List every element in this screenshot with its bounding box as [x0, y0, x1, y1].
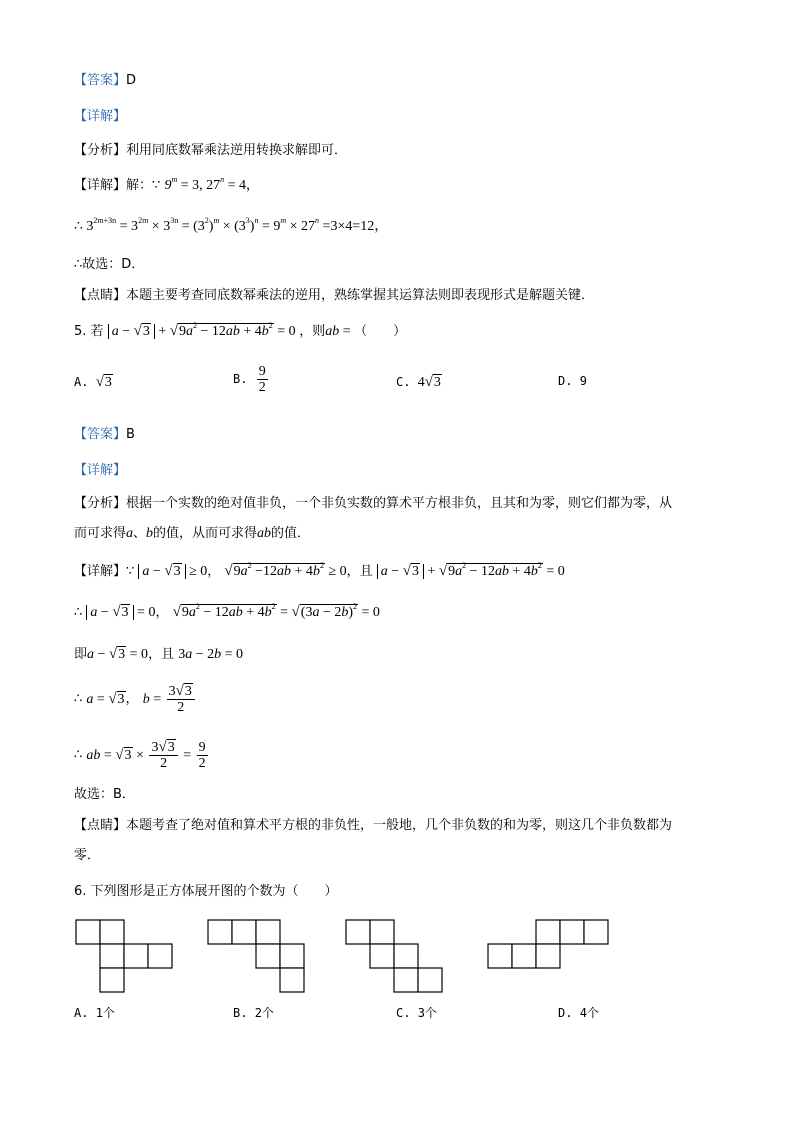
q5-detail-line4: ∴ a = √3， b = $\frac{3√3}{2}$: [74, 684, 197, 715]
comment-tag: 【点睛】: [74, 818, 127, 833]
option-value: 3个: [417, 1006, 437, 1020]
option-label: C.: [396, 1006, 411, 1020]
q5-equation: $a - √3 + √9a^2 - 12ab + 4b^2 = 0$: [108, 324, 300, 339]
answer-tag: 【答案】: [74, 427, 127, 442]
q5-choose: 故选：B．: [74, 787, 135, 802]
answer-value: B: [126, 427, 135, 442]
analysis-text: 利用同底数幂乘法逆用转换求解即可．: [126, 143, 348, 158]
q6-question: 6. 下列图形是正方体展开图的个数为（ ）: [74, 884, 338, 899]
q5-option-a[interactable]: [74, 374, 113, 391]
option-label: B.: [233, 372, 248, 386]
analysis-text: 的值，从而可求得: [153, 526, 258, 541]
option-label: A.: [74, 1006, 89, 1020]
q6-option-a[interactable]: [74, 1004, 115, 1021]
comment-tag: 【点睛】: [74, 288, 127, 303]
q4-comment: [74, 287, 594, 305]
q5-option-d[interactable]: [558, 374, 587, 388]
q4-analysis: [74, 142, 347, 160]
option-value: 1个: [95, 1006, 115, 1020]
option-value: √3: [95, 374, 112, 390]
option-value: 2个: [254, 1006, 274, 1020]
option-value: 4√3: [417, 374, 441, 390]
q4-detail-heading: 【详解】: [74, 109, 127, 124]
cube-net-figure-c: [346, 920, 444, 994]
option-label: C.: [396, 375, 411, 389]
q4-answer-line: [74, 72, 136, 90]
q4-calculation: ∴ $3^{2m+3n} = 3^{2m} \times 3^{3n} = (3^2)^m \times (3^3)^n = 9^m \times 27^n =3\times 4=12$，: [74, 216, 389, 234]
option-label: B.: [233, 1006, 248, 1020]
q5-ab: ab: [325, 324, 340, 339]
comment-text: 本题主要考查同底数幂乘法的逆用，熟练掌握其运算法则即表现形式是解题关键．: [126, 288, 595, 303]
analysis-tag: 【分析】: [74, 496, 127, 511]
q5-number: 5. 若: [74, 324, 104, 339]
q5-detail-line2: ∴ a − √3 = 0， $√9a^2 - 12ab + 4b^2 = √(3a - 2b)^2 = 0$: [74, 602, 380, 620]
q4-detail: 【详解】解：∵ $9^m = 3$, $27^n = 4$，: [74, 175, 260, 193]
q5-detail-line5: ∴ ab = √3 × $\frac{3√3}{2}$ = $\frac{9}{2}$: [74, 739, 206, 771]
answer-value: D: [126, 73, 137, 88]
detail-tag: 【详解】: [74, 564, 127, 579]
q5-tail: ，则: [299, 324, 326, 339]
q6-option-c[interactable]: [396, 1004, 437, 1021]
q5-comment-line2: 零．: [74, 848, 101, 863]
analysis-text: 而可求得: [74, 526, 127, 541]
option-value: 4个: [579, 1006, 599, 1020]
q5-detail-line3: 即a − √3 = 0，且 3a − 2b = 0: [74, 646, 244, 662]
q5-analysis-line1: [74, 495, 672, 513]
analysis-tag: 【分析】: [74, 143, 127, 158]
option-label: D.: [558, 374, 573, 388]
and-word: 且: [359, 564, 373, 579]
q4-choose: ∴故选：D．: [74, 257, 145, 272]
detail-tag: 【详解】: [74, 178, 127, 193]
comment-text: 本题考查了绝对值和算术平方根的非负性，一般地，几个非负数的和为零，则这几个非负数都为: [126, 818, 673, 833]
q5-analysis-line2: 而可求得a、b的值，从而可求得ab的值．: [74, 526, 311, 541]
q5-option-c[interactable]: [396, 374, 442, 391]
option-value: $\frac{9}{2}$: [258, 364, 266, 395]
analysis-text: 、: [133, 526, 147, 541]
q5-detail-heading: 【详解】: [74, 463, 127, 478]
answer-tag: 【答案】: [74, 73, 127, 88]
option-label: D.: [558, 1006, 573, 1020]
q5-option-b[interactable]: [233, 364, 270, 395]
q6-option-b[interactable]: [233, 1004, 274, 1021]
q5-question: 5. 若 $a - √3 + √9a^2 - 12ab + 4b^2 = 0$ ，则ab = （ ）: [74, 321, 407, 339]
q5-answer-line: [74, 426, 135, 444]
analysis-text: 的值．: [271, 526, 311, 541]
given-formula: $9^m = 3$, $27^n = 4$: [164, 175, 247, 193]
q6-option-d[interactable]: [558, 1004, 599, 1021]
q5-detail-line1: 【详解】∵ a − √3 ≥ 0， $√9a^2 -12ab + 4b^2 \ge 0$，且 $a - √3 + √9a^2 - 12ab + 4b^2 = 0$: [74, 561, 565, 579]
cube-net-figure-b: [208, 920, 306, 994]
cube-net-figure-a: [76, 920, 174, 994]
q5-comment-line1: [74, 817, 672, 835]
detail-prefix: 解：∵: [126, 178, 161, 193]
cube-net-figure-d: [488, 920, 610, 970]
analysis-text: 根据一个实数的绝对值非负，一个非负实数的算术平方根非负，且其和为零，则它们都为零，从: [126, 496, 673, 511]
q5-paren: （ ）: [354, 324, 407, 339]
option-value: 9: [579, 374, 587, 388]
option-label: A.: [74, 375, 89, 389]
